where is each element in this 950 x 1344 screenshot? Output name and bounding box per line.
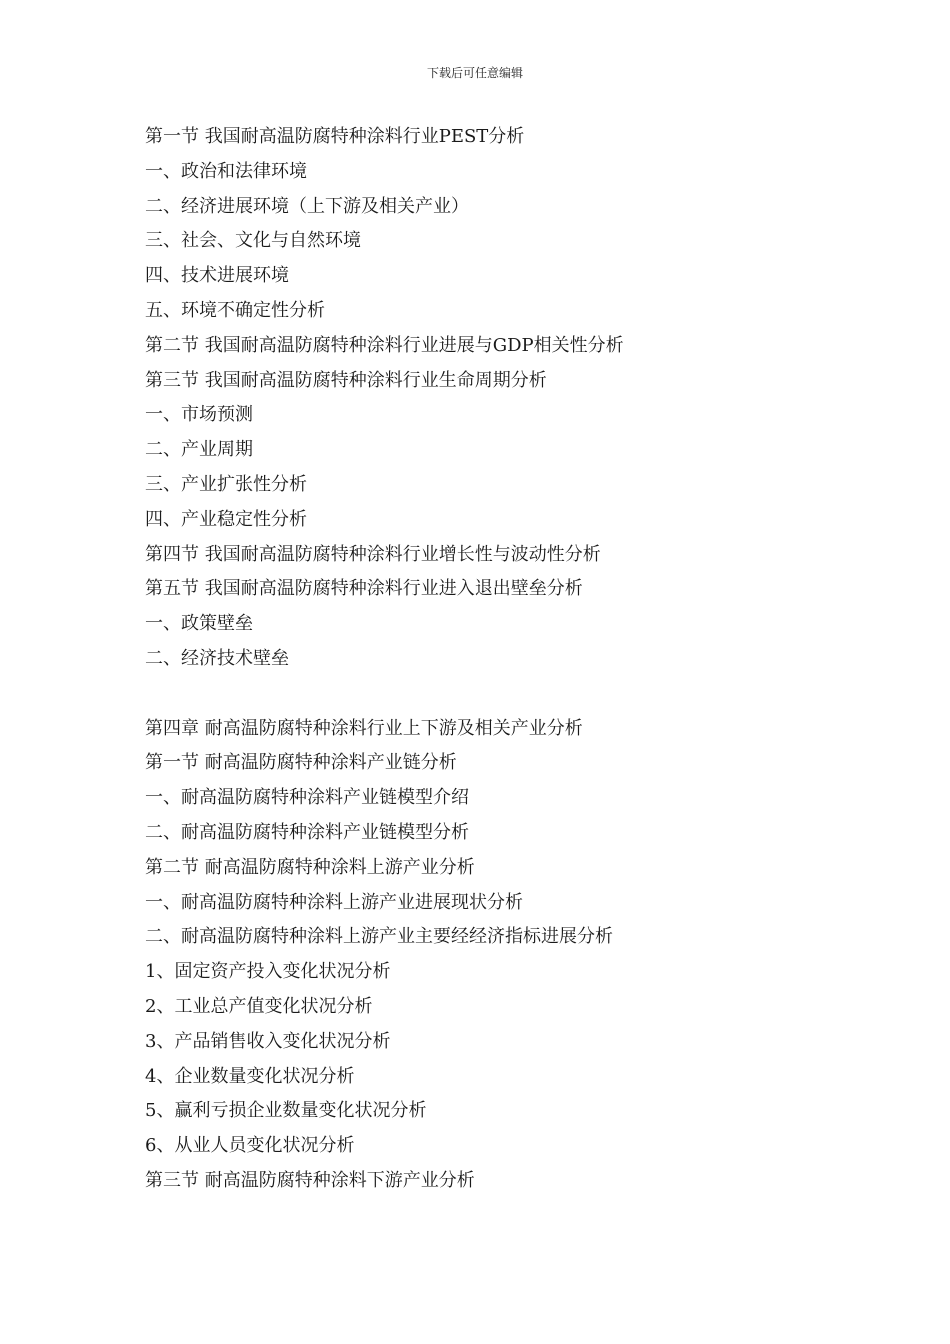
list-item: 四、技术进展环境: [145, 265, 289, 287]
document-body: [145, 120, 825, 1199]
numbered-item: 2、工业总产值变化状况分析: [145, 995, 373, 1017]
page-header: 下载后可任意编辑: [426, 66, 523, 80]
list-item: 三、社会、文化与自然环境: [145, 230, 361, 252]
list-item: 一、政策壁垒: [145, 613, 253, 635]
section-heading: 第二节 耐高温防腐特种涂料上游产业分析: [145, 856, 475, 878]
list-item: 三、产业扩张性分析: [145, 473, 307, 495]
blank-line: [145, 677, 825, 712]
list-item: 一、政治和法律环境: [145, 160, 307, 182]
list-item: 二、产业周期: [145, 439, 253, 461]
list-item: 二、耐高温防腐特种涂料上游产业主要经经济指标进展分析: [145, 926, 613, 948]
section-heading: 第一节 耐高温防腐特种涂料产业链分析: [145, 752, 457, 774]
section-heading: 第五节 我国耐高温防腐特种涂料行业进入退出壁垒分析: [145, 578, 583, 600]
list-item: 四、产业稳定性分析: [145, 508, 307, 530]
list-item: 二、经济进展环境（上下游及相关产业）: [145, 195, 469, 217]
chapter-heading: 第四章 耐高温防腐特种涂料行业上下游及相关产业分析: [145, 717, 583, 739]
list-item: 一、市场预测: [145, 404, 253, 426]
numbered-item: 1、固定资产投入变化状况分析: [145, 961, 391, 983]
list-item: 一、耐高温防腐特种涂料产业链模型介绍: [145, 787, 469, 809]
list-item: 二、经济技术壁垒: [145, 647, 289, 669]
numbered-item: 6、从业人员变化状况分析: [145, 1135, 355, 1157]
numbered-item: 5、赢利亏损企业数量变化状况分析: [145, 1100, 427, 1122]
section-heading: 第三节 我国耐高温防腐特种涂料行业生命周期分析: [145, 369, 547, 391]
section-heading: 第四节 我国耐高温防腐特种涂料行业增长性与波动性分析: [145, 543, 601, 565]
list-item: 二、耐高温防腐特种涂料产业链模型分析: [145, 821, 469, 843]
numbered-item: 3、产品销售收入变化状况分析: [145, 1030, 391, 1052]
list-item: 五、环境不确定性分析: [145, 299, 325, 321]
numbered-item: 4、企业数量变化状况分析: [145, 1065, 355, 1087]
list-item: 一、耐高温防腐特种涂料上游产业进展现状分析: [145, 891, 523, 913]
section-heading: 第一节 我国耐高温防腐特种涂料行业PEST分析: [145, 126, 525, 147]
section-heading: 第三节 耐高温防腐特种涂料下游产业分析: [145, 1169, 475, 1191]
section-heading: 第二节 我国耐高温防腐特种涂料行业进展与GDP相关性分析: [145, 334, 624, 356]
